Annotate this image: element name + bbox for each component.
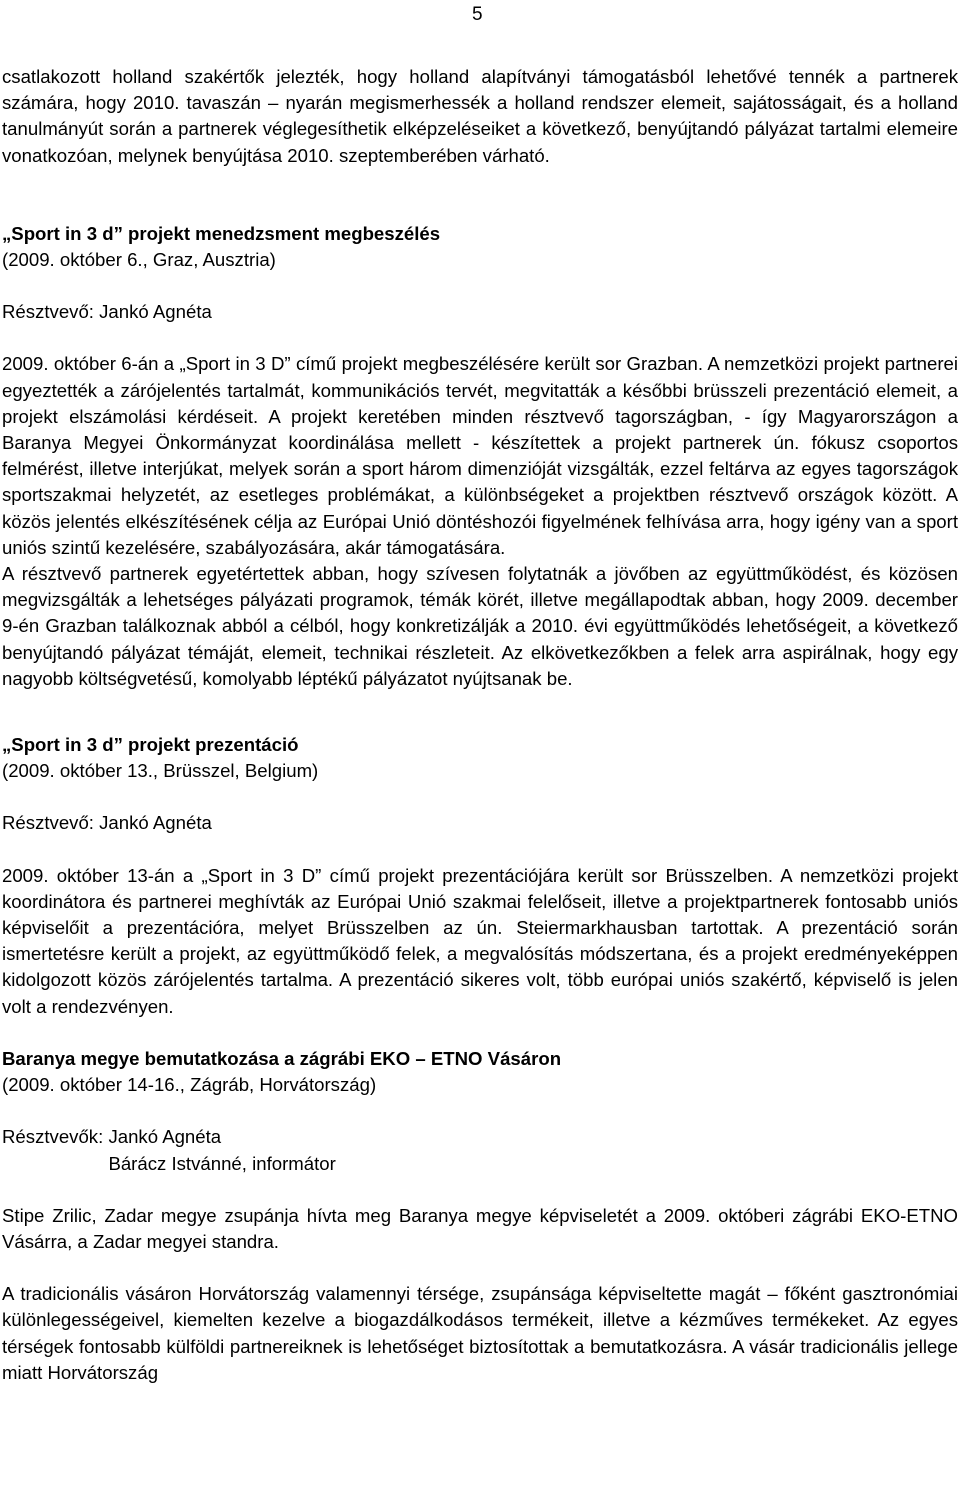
participants-list [108,1124,335,1176]
section-date-place: (2009. október 14-16., Zágráb, Horvátország) [2,1074,377,1096]
body-paragraph: A résztvevő partnerek egyetértettek abban, hogy szívesen folytatnák a jövőben az együttműködést, és közösen megvizsgálták a lehetséges pályázati programok, témák körét, illetve megállapodtak abban, hogy 2009. december 9-én Grazban találkoznak abból a célból, hogy konkretizálják a 2010. évi együttműködés lehetőségeit, a következő benyújtandó pályázat témáját, elemeit, technikai részleteit. Az elkövetkezőkben a felek arra aspirálnak, hogy egy nagyobb költségvetésű, komolyabb léptékű pályázatot nyújtsanak be. [2,563,958,689]
document-body [2,64,958,1386]
section-title: Baranya megye bemutatkozása a zágrábi EKO – ETNO Vásáron [2,1047,562,1069]
section-date-place: (2009. október 13., Brüsszel, Belgium) [2,760,319,782]
participant-name: Bárácz Istvánné, informátor [108,1152,336,1174]
section-title: „Sport in 3 d” projekt menedzsment megbeszélés [2,222,441,244]
intro-paragraph: csatlakozott holland szakértők jelezték, hogy holland alapítványi támogatásból lehetővé tennék a partnerek számára, hogy 2010. tavaszán – nyarán megismerhessék a holland rendszer elemeit, sajátosságait, és a holland tanulmányút során a partnerek véglegesíthetik elképzeléseiket a következő, benyújtandó pályázat tartalmi elemeire vonatkozóan, melynek benyújtása 2010. szeptemberében várható. [2,66,958,166]
body-paragraph: A tradicionális vásáron Horvátország valamennyi térsége, zsupánsága képviseltette magát – főként gasztronómiai különlegességeivel, kiemelten kezelve a biogazdálkodásos termékeit, illetve a kézműves termékeket. Az egyes térségek fontosabb külföldi partnereiknek is lehetőséget biztosítottak a bemutatkozásra. A vásár tradicionális jellege miatt Horvátország [2,1283,958,1383]
section-zagreb-fair [2,1046,958,1386]
section-graz-meeting [2,221,958,692]
body-paragraph: 2009. október 6-án a „Sport in 3 D” című projekt megbeszélésére került sor Grazban. A nemzetközi projekt partnerei egyeztették a zárójelentés tartalmát, kommunikációs tervét, megvitatták a későbbi brüsszeli prezentáció elemeit, a projekt elszámolási kérdéseit. A projekt keretében minden résztvevő tagországban, - így Magyarországon a Baranya Megyei Önkormányzat koordinálása mellett - készítettek a projekt partnerek ún. fókusz csoportos felmérést, illetve interjúkat, melyek során a sport három dimenzióját vizsgálták, ezzel feltárva az egyes tagországok sportszakmai helyzetét, az esetleges problémákat, a különbségeket a projektben résztvevő országok között. A közös jelentés elkészítésének célja az Európai Unió döntéshozói figyelmének felhívása arra, hogy igény van a sport uniós szintű kezelésére, szabályozására, akár támogatására. [2,353,958,558]
page-number: 5 [472,4,483,25]
participant-line: Résztvevő: Jankó Agnéta [2,301,212,323]
participants-block [2,1124,958,1176]
participant-line: Résztvevő: Jankó Agnéta [2,812,212,834]
section-date-place: (2009. október 6., Graz, Ausztria) [2,249,276,271]
section-brussels-presentation [2,732,958,1020]
participant-name: Jankó Agnéta [108,1126,222,1148]
section-title: „Sport in 3 d” projekt prezentáció [2,734,299,756]
participants-label: Résztvevők: [2,1126,109,1148]
body-paragraph: 2009. október 13-án a „Sport in 3 D” című projekt prezentációjára került sor Brüsszelben. A nemzetközi projekt koordinátora és partnerei meghívták az Európai Unió szakmai felelőseit, illetve a projektpartnerek fontosabb uniós képviselőit a prezentációra, melyet Brüsszelben az ún. Steiermarkhausban tartottak. A prezentáció során ismertetésre került a projekt, az együttműködő felek, a megvalósítás módszertana, és a projekt eredményeképpen kidolgozott közös zárójelentés tartalma. A prezentáció sikeres volt, több európai uniós szakértő, képviselő is jelen volt a rendezvényen. [2,864,958,1017]
body-paragraph: Stipe Zrilic, Zadar megye zsupánja hívta meg Baranya megye képviseletét a 2009. októberi zágrábi EKO-ETNO Vásárra, a Zadar megyei standra. [2,1204,958,1252]
